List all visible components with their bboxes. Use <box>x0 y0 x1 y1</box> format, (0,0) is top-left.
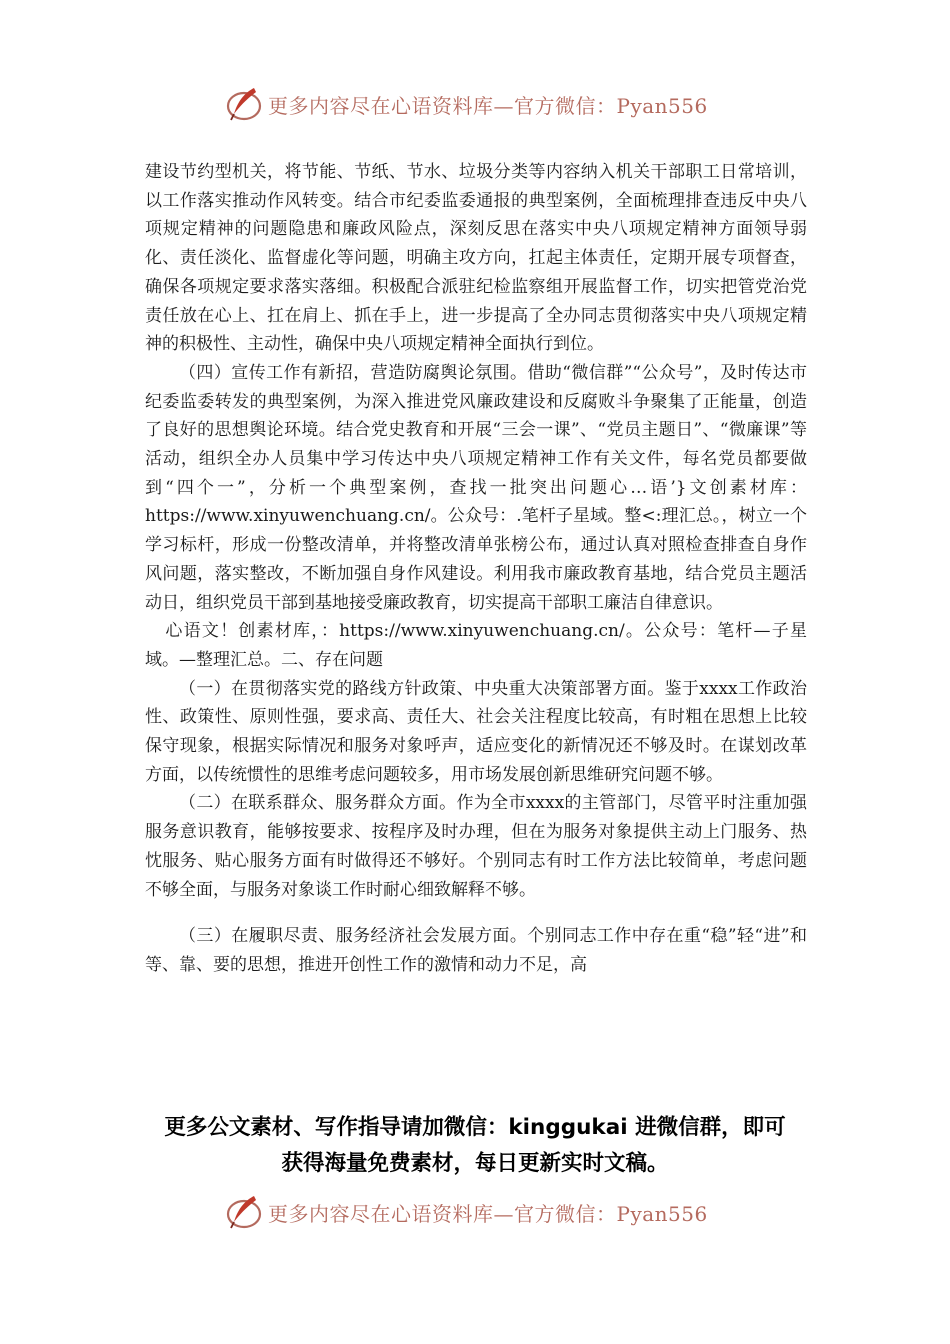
feather-pen-logo-icon <box>224 1192 264 1232</box>
document-body <box>145 158 807 980</box>
paragraph-gap <box>145 904 807 922</box>
feather-pen-logo-icon <box>224 84 264 124</box>
paragraph-issue-two: （二）在联系群众、服务群众方面。作为全市xxxx的主管部门，尽管平时注重加强服务意识教育，能够按要求、按程序及时办理，但在为服务对象提供主动上门服务、热忱服务、贴心服务方面有时做得还不够好。个别同志有时工作方法比较简单，考虑问题不够全面，与服务对象谈工作时耐心细致解释不够。 <box>145 793 807 900</box>
footer-banner <box>224 1190 708 1234</box>
footer-banner-text: 更多内容尽在心语资料库—官方微信：Pyan556 <box>268 1201 708 1226</box>
header-banner <box>224 82 708 126</box>
paragraph-issue-one: （一）在贯彻落实党的路线方针政策、中央重大决策部署方面。鉴于xxxx工作政治性、政策性、原则性强，要求高、责任大、社会关注程度比较高，有时粗在思想上比较保守现象，根据实际情况和服务对象呼声，适应变化的新情况还不够及时。在谋划改革方面，以传统惯性的思维考虑问题较多，用市场发展创新思维研究问题不够。 <box>145 678 807 785</box>
promo-notice <box>100 1110 850 1182</box>
paragraph-issues-heading: 心语文！创素材库，：https://www.xinyuwenchuang.cn/。公众号：笔杆—子星域。—整理汇总。二、存在问题 <box>145 621 807 670</box>
paragraph-section-four: （四）宣传工作有新招，营造防腐舆论氛围。借助“微信群”“公众号”，及时传达市纪委监委转发的典型案例，为深入推进党风廉政建设和反腐败斗争聚集了正能量，创造了良好的思想舆论环境。结合党史教育和开展“三会一课”、“党员主题日”、“微廉课”等活动，组织全办人员集中学习传达中央八项规定精神工作有关文件，每名党员都要做到“四个一”，分析一个典型案例，查找一批突出问题心…语’}文创素材库：https://www.xinyuwenchuang.cn/。公众号：.笔杆子星域。整<:理汇总。，树立一个学习标杆，形成一份整改清单，并将整改清单张榜公布，通过认真对照检查排查自身作风问题，落实整改，不断加强自身作风建设。利用我市廉政教育基地，结合党员主题活动日，组织党员干部到基地接受廉政教育，切实提高干部职工廉洁自律意识。 <box>145 362 807 613</box>
paragraph-continuation: 建设节约型机关，将节能、节纸、节水、垃圾分类等内容纳入机关干部职工日常培训，以工作落实推动作风转变。结合市纪委监委通报的典型案例，全面梳理排查违反中央八项规定精神的问题隐患和廉政风险点，深刻反思在落实中央八项规定精神方面领导弱化、责任淡化、监督虚化等问题，明确主攻方向，扛起主体责任，定期开展专项督查，确保各项规定要求落实落细。积极配合派驻纪检监察组开展监督工作，切实把管党治党责任放在心上、扛在肩上、抓在手上，进一步提高了全办同志贯彻落实中央八项规定精神的积极性、主动性，确保中央八项规定精神全面执行到位。 <box>145 162 807 355</box>
header-banner-text: 更多内容尽在心语资料库—官方微信：Pyan556 <box>268 93 708 118</box>
promo-notice-line-1: 更多公文素材、写作指导请加微信：kinggukai 进微信群，即可 <box>164 1115 786 1140</box>
promo-notice-line-2: 获得海量免费素材，每日更新实时文稿。 <box>281 1151 669 1176</box>
paragraph-issue-three: （三）在履职尽责、服务经济社会发展方面。个别同志工作中存在重“稳”轻“进”和等、靠、要的思想，推进开创性工作的激情和动力不足，高 <box>145 926 807 975</box>
